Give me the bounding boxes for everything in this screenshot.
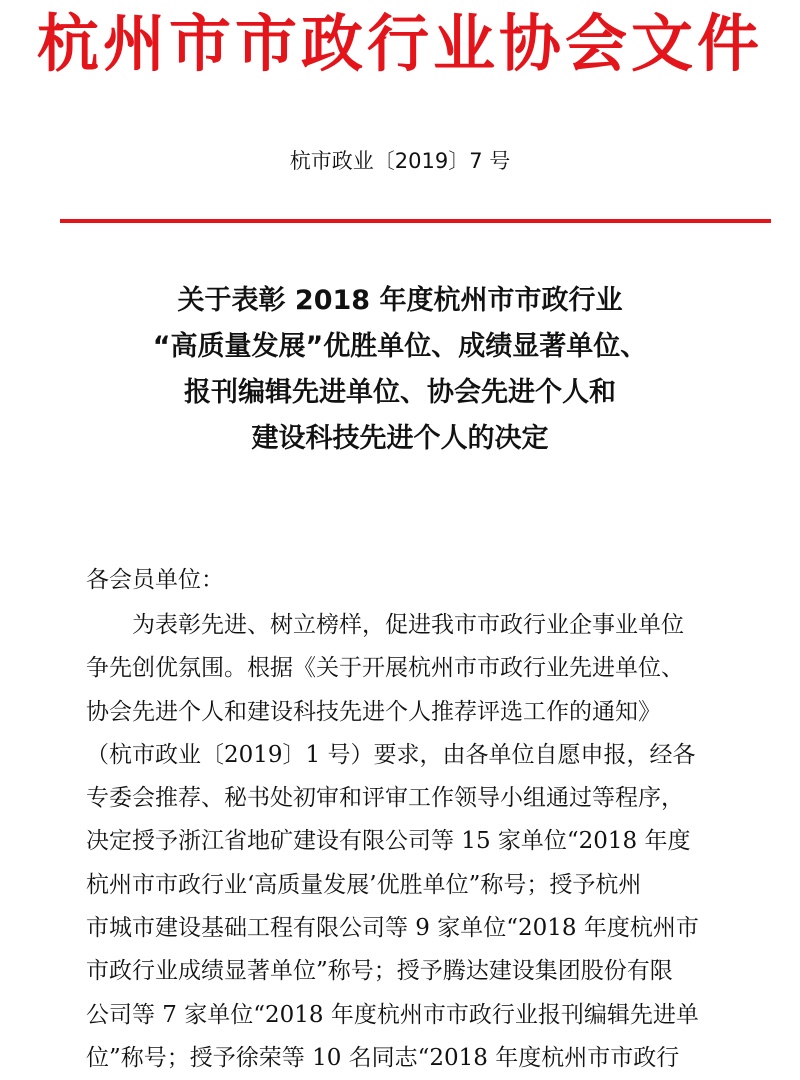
body-line: 公司等 7 家单位“2018 年度杭州市市政行业报刊编辑先进单 xyxy=(86,1001,699,1028)
red-divider-line xyxy=(60,219,771,223)
body-line: 杭州市市政行业‘高质量发展’优胜单位”称号；授予杭州 xyxy=(86,871,642,898)
heading-line: 报刊编辑先进单位、协会先进个人和 xyxy=(184,377,616,408)
body-line: 市政行业成绩显著单位”称号；授予腾达建设集团股份有限 xyxy=(86,958,673,985)
body-line: 市城市建设基础工程有限公司等 9 家单位“2018 年度杭州市 xyxy=(86,915,699,942)
body-line: 为表彰先进、树立榜样，促进我市市政行业企事业单位 xyxy=(132,612,684,638)
salutation: 各会员单位： xyxy=(86,567,224,593)
body-line: 协会先进个人和建设科技先进个人推荐评选工作的通知》 xyxy=(86,698,661,725)
body-line: （杭市政业〔2019〕1 号）要求，由各单位自愿申报，经各 xyxy=(86,741,696,768)
body-line: 专委会推荐、秘书处初审和评审工作领导小组通过等程序， xyxy=(86,785,684,812)
document-heading xyxy=(0,278,800,462)
body-line: 争先创优氛围。根据《关于开展杭州市市政行业先进单位、 xyxy=(86,655,684,682)
document-header-title: 杭州市市政行业协会文件 xyxy=(36,7,763,80)
body-paragraph xyxy=(86,604,726,1080)
document-number: 杭市政业〔2019〕7 号 xyxy=(289,149,511,173)
heading-line: 建设科技先进个人的决定 xyxy=(251,423,549,454)
body-line: 位”称号；授予徐荣等 10 名同志“2018 年度杭州市市政行 xyxy=(86,1044,680,1071)
body-line: 决定授予浙江省地矿建设有限公司等 15 家单位“2018 年度 xyxy=(86,828,691,855)
heading-line: “高质量发展”优胜单位、成绩显著单位、 xyxy=(152,331,648,362)
heading-line: 关于表彰 2018 年度杭州市市政行业 xyxy=(177,285,623,316)
